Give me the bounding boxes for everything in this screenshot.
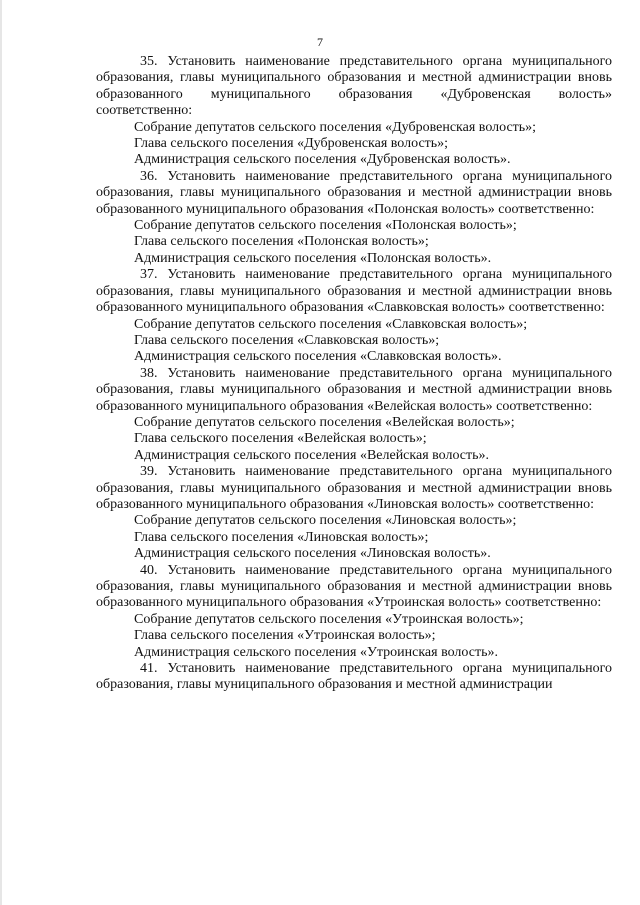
clause-subitem: Глава сельского поселения «Линовская волость»; bbox=[134, 529, 429, 545]
clause-paragraph: 41. Установить наименование представительного органа муниципального образования, главы муниципального образования и местной администрации bbox=[96, 661, 612, 693]
clause-block bbox=[96, 366, 612, 464]
clause-subitem: Собрание депутатов сельского поселения «Полонская волость»; bbox=[134, 218, 517, 234]
clause-paragraph: 37. Установить наименование представительного органа муниципального образования, главы муниципального образования и местной администрации вновь образованного муниципального образования «Славковская волость» соответственно: bbox=[96, 267, 612, 316]
clause-subitem: Собрание депутатов сельского поселения «Линовская волость»; bbox=[134, 513, 517, 529]
clause-subitem: Глава сельского поселения «Дубровенская волость»; bbox=[134, 136, 449, 152]
clause-block bbox=[96, 54, 612, 169]
clause-subitem: Администрация сельского поселения «Утроинская волость». bbox=[134, 644, 498, 660]
clause-paragraph: 38. Установить наименование представительного органа муниципального образования, главы муниципального образования и местной администрации вновь образованного муниципального образования «Велейская волость» соответственно: bbox=[96, 365, 612, 414]
clause-subitem: Администрация сельского поселения «Полонская волость». bbox=[134, 250, 492, 266]
scan-edge bbox=[0, 0, 2, 905]
document-body bbox=[96, 54, 612, 694]
clause-subitem: Глава сельского поселения «Славковская волость»; bbox=[134, 332, 440, 348]
clause-subitem: Администрация сельского поселения «Линовская волость». bbox=[134, 546, 491, 562]
clause-subitem: Собрание депутатов сельского поселения «Утроинская волость»; bbox=[134, 611, 524, 627]
clause-subitem: Собрание депутатов сельского поселения «Славковская волость»; bbox=[134, 316, 528, 332]
clause-block bbox=[96, 169, 612, 267]
clause-subitem: Собрание депутатов сельского поселения «Дубровенская волость»; bbox=[134, 119, 537, 135]
clause-subitem: Администрация сельского поселения «Велейская волость». bbox=[134, 447, 490, 463]
clause-block bbox=[96, 267, 612, 365]
clause-subitem: Администрация сельского поселения «Дубровенская волость». bbox=[134, 152, 511, 168]
clause-paragraph: 36. Установить наименование представительного органа муниципального образования, главы муниципального образования и местной администрации вновь образованного муниципального образования «Полонская волость» соответственно: bbox=[96, 168, 612, 217]
clause-subitem: Глава сельского поселения «Велейская волость»; bbox=[134, 431, 427, 447]
clause-block bbox=[96, 464, 612, 562]
clause-paragraph: 40. Установить наименование представительного органа муниципального образования, главы муниципального образования и местной администрации вновь образованного муниципального образования «Утроинская волость» соответственно: bbox=[96, 562, 612, 611]
clause-subitem: Собрание депутатов сельского поселения «Велейская волость»; bbox=[134, 414, 515, 430]
clause-block bbox=[96, 563, 612, 661]
page-number: 7 bbox=[317, 35, 323, 49]
clause-subitem: Администрация сельского поселения «Славковская волость». bbox=[134, 349, 502, 365]
clause-subitem: Глава сельского поселения «Утроинская волость»; bbox=[134, 628, 436, 644]
clause-paragraph: 39. Установить наименование представительного органа муниципального образования, главы муниципального образования и местной администрации вновь образованного муниципального образования «Линовская волость» соответственно: bbox=[96, 464, 612, 512]
clause-subitem: Глава сельского поселения «Полонская волость»; bbox=[134, 234, 429, 250]
clause-block bbox=[96, 661, 612, 694]
clause-paragraph: 35. Установить наименование представительного органа муниципального образования, главы муниципального образования и местной администрации вновь образованного муниципального образования «Дубровенская волость» соответственно: bbox=[96, 54, 612, 119]
